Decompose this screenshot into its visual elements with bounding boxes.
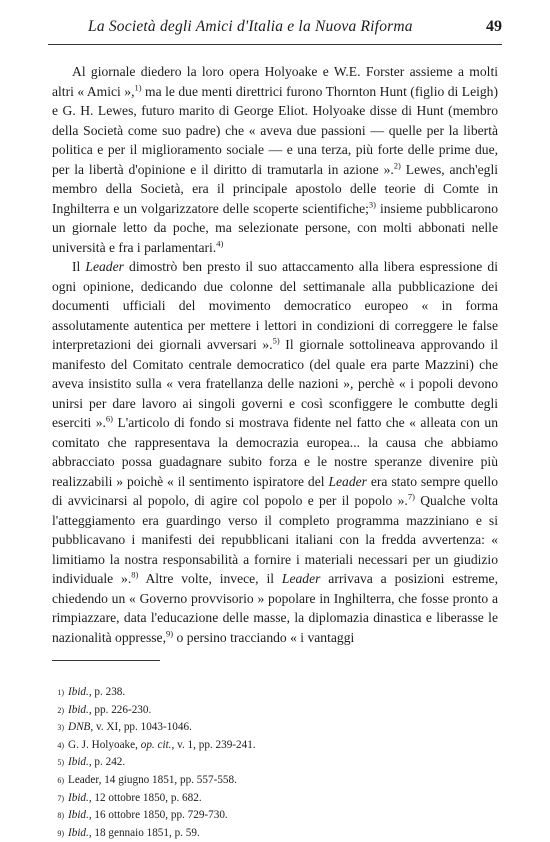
footnote	[48, 684, 256, 702]
footnote-italic: Ibid.,	[68, 826, 92, 839]
text-run: Al giornale diedero la loro opera Holyoake e W.E. Forster assieme a molti altri « Amici »,	[52, 64, 498, 99]
footnote-italic: Ibid.,	[68, 686, 92, 698]
running-head	[52, 18, 502, 38]
footnote-text: v. 1, pp. 239-241.	[174, 738, 256, 751]
footnote-mark: 6)	[57, 775, 64, 785]
text-run: Il giornale sottolineava approvando il manifesto del Comitato centrale democratico (del quale era parte Mazzini) che aveva insistito sulla « vera fratellanza delle nazioni », perchè « i popoli devono unirsi per dare lavoro ai singoli governi e così sconfiggere le combutte degli eserciti ».	[52, 337, 498, 430]
footnote-italic: Ibid.,	[68, 791, 92, 804]
paragraph-1	[52, 62, 498, 257]
paragraph-2	[52, 257, 498, 647]
footnote-mark: 1)	[57, 688, 64, 697]
footnote-italic: op. cit.,	[140, 738, 175, 751]
footnote-mark: 5)	[57, 758, 64, 768]
footnote	[48, 737, 256, 755]
leader-title: Leader	[281, 571, 321, 586]
leader-title: Leader	[328, 473, 367, 489]
footnote	[48, 807, 256, 825]
footnote-text: v. XI, pp. 1043-1046.	[93, 721, 192, 734]
footnote-italic: DNB,	[68, 721, 94, 734]
footnote-italic: Ibid.,	[68, 809, 92, 822]
footnote	[48, 719, 256, 737]
footnote-source: Leader,	[68, 773, 105, 786]
text-run: Qualche volta l'atteggiamento era guardingo verso il completo programma mazziniano e si pubblicavano i manifesti dei repubblicani italiani con la fredda avvertenza: « limitiamo la nostra responsabilità a fornire i materiali necessari per un giudizio individuale ».	[52, 493, 498, 586]
body-text	[52, 62, 498, 647]
footnote	[48, 754, 256, 772]
page-number: 49	[486, 18, 502, 35]
footnote-text: 12 ottobre 1850, p. 682.	[91, 791, 202, 804]
text-run: Lewes, anch'egli membro della Società, era il principale apostolo delle teorie di Comte in Inghilterra e un volgarizzatore delle scoperte scientifiche;	[52, 161, 499, 216]
footnote-mark: 9)	[57, 828, 64, 838]
footnotes	[48, 684, 256, 842]
note-ref-5: 5)	[272, 335, 280, 346]
footnote-mark: 8)	[57, 811, 64, 821]
text-run: L'articolo di fondo si mostrava fidente nel fatto che « alleata con un comitato che rappresentava la democrazia europea... la causa che abbiamo abbracciato possa guadagnare subito forza e le nostre speranze divenire più realizzabili » poichè « il sentimento ispiratore del	[52, 415, 498, 489]
header-rule	[48, 44, 502, 45]
text-run: insieme pubblicarono un giornale letto da poche, ma selezionate persone, con molti abbonati nelle università e fra i parlamentari.	[52, 200, 498, 255]
footnote	[48, 702, 256, 720]
footnote-mark: 2)	[57, 705, 64, 715]
text-run: Il	[72, 259, 86, 274]
note-ref-2: 2)	[393, 159, 401, 170]
footnote-author: G. J. Holyoake,	[68, 738, 141, 751]
footnote-text: 14 giugno 1851, pp. 557-558.	[104, 773, 237, 786]
footnote-mark: 3)	[57, 723, 64, 733]
footnote	[48, 790, 256, 808]
footnote	[48, 772, 256, 790]
footnote-text: p. 238.	[91, 686, 126, 698]
note-ref-6: 6)	[105, 413, 113, 424]
footnote-italic: Ibid.,	[68, 703, 92, 716]
footnote	[48, 825, 256, 842]
text-run: ma le due menti direttrici furono Thornton Hunt (figlio di Leigh) e G. H. Lewes, futuro marito di George Eliot. Holyoake disse di Hunt (membro della Società come suo padre) che « aveva due passioni — quelle per la libertà politica e per il miglioramento sociale — e una terza, più forte delle prime due, per la libertà d'opinione e il diritto di tramutarla in azione ».	[52, 83, 499, 177]
footnote-mark: 4)	[57, 740, 64, 750]
footnote-text: 16 ottobre 1850, pp. 729-730.	[91, 809, 228, 822]
footnote-rule	[52, 660, 160, 661]
text-run: dimostrò ben presto il suo attaccamento alla libera espressione di ogni opinione, dedicando due colonne del settimanale alla pubblicazione dei documenti ufficiali del movimento democratico europeo « in forma assolutamente autentica per mettere i lettori in condizioni di correggere le false interpretazioni dei giornali avversari ».	[52, 259, 499, 352]
footnote-text: pp. 226-230.	[91, 703, 152, 716]
note-ref-1: 1)	[134, 81, 142, 92]
running-head-title: La Società degli Amici d'Italia e la Nuova Riforma	[88, 18, 413, 35]
note-ref-9: 9)	[166, 627, 174, 638]
note-ref-4: 4)	[216, 237, 224, 248]
text-run: o persino tracciando « i vantaggi	[173, 629, 355, 645]
footnote-text: p. 242.	[91, 756, 126, 769]
text-run: arrivava a posizioni estreme, chiedendo un « Governo provvisorio » popolare in Inghilterra, che fosse pronto a rimpiazzare, data l'educazione delle masse, la diplomazia dinastica e liberasse le nazionalità oppresse,	[52, 571, 498, 645]
note-ref-8: 8)	[131, 569, 139, 580]
footnote-italic: Ibid.,	[68, 756, 92, 769]
text-run: Altre volte, invece, il	[138, 571, 282, 586]
leader-title: Leader	[85, 259, 124, 274]
note-ref-7: 7)	[407, 491, 415, 502]
text-run: era stato sempre quello di avvicinarsi al popolo, di agire col popolo e per il popolo ».	[52, 473, 498, 508]
footnote-mark: 7)	[57, 793, 64, 803]
footnote-text: 18 gennaio 1851, p. 59.	[91, 826, 200, 839]
note-ref-3: 3)	[368, 198, 376, 209]
